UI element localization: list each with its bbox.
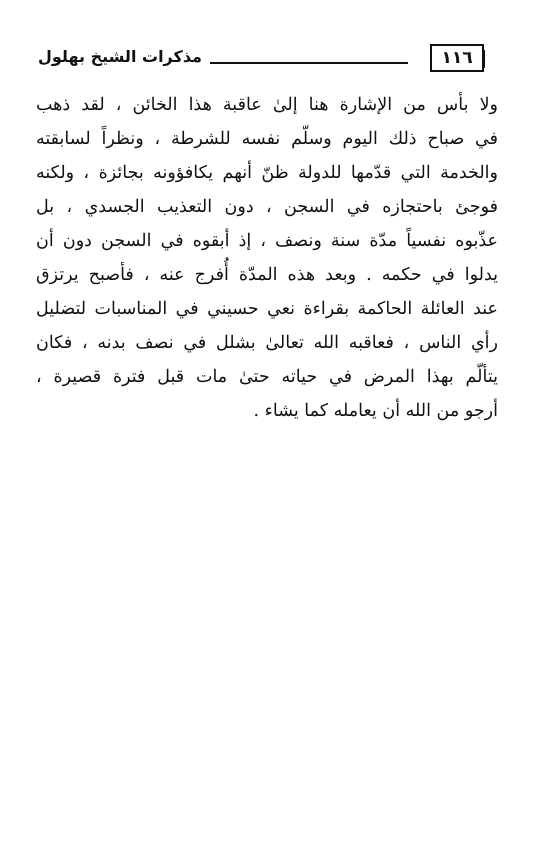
- text-line: أرجو من الله أن يعامله كما يشاء .: [253, 401, 498, 421]
- header-rule: [210, 62, 408, 64]
- running-title: مذكرات الشيخ بهلول: [38, 47, 202, 66]
- text-line: في صباح ذلك اليوم وسلّم نفسه للشرطة ، ونظراً لسابقته: [36, 129, 498, 149]
- text-line: والخدمة التي قدّمها للدولة ظنّ أنهم يكافؤونه بجائزة ، ولكنه: [36, 163, 498, 183]
- text-line: رأي الناس ، فعاقبه الله تعالىٰ بشلل في نصف بدنه ، فكان: [36, 333, 498, 353]
- text-line: فوجئ باحتجازه في السجن ، دون التعذيب الجسدي ، بل: [36, 197, 498, 217]
- text-line: يدلوا في حكمه . وبعد هذه المدّة أُفرج عنه ، فأصبح يرتزق: [36, 265, 498, 285]
- body-paragraph: [36, 88, 498, 428]
- text-line: عذّبوه نفسياً مدّة سنة ونصف ، إذ أبقوه في السجن دون أن: [36, 231, 498, 251]
- page-header: [38, 44, 484, 78]
- text-line: يتألّم بهذا المرض في حياته حتىٰ مات قبل فترة قصيرة ،: [36, 367, 498, 387]
- text-line: ولا بأس من الإشارة هنا إلىٰ عاقبة هذا الخائن ، لقد ذهب: [36, 95, 498, 115]
- text-line: عند العائلة الحاكمة بقراءة نعي حسيني في المناسبات لتضليل: [36, 299, 498, 319]
- page-number: ١١٦: [430, 44, 484, 72]
